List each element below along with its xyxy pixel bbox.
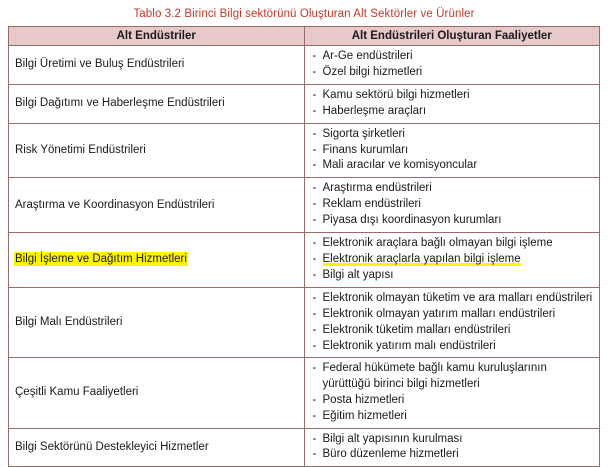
row-activities-cell <box>304 178 600 233</box>
activity-list <box>311 88 594 119</box>
activity-label: Piyasa dışı koordinasyon kurumları <box>322 214 502 227</box>
list-item <box>311 127 594 142</box>
list-item <box>311 213 594 228</box>
list-item <box>311 323 594 338</box>
activity-label: Elektronik araçlarla yapılan bilgi işleme <box>322 252 521 265</box>
list-item <box>311 252 594 267</box>
list-item <box>311 104 594 119</box>
activity-label: Ar-Ge endüstrileri <box>322 50 413 62</box>
list-item <box>311 409 594 424</box>
activity-list <box>311 432 594 463</box>
row-activities-cell <box>304 358 600 428</box>
activity-list <box>311 361 594 424</box>
list-item <box>311 291 594 306</box>
list-item <box>311 393 594 408</box>
table-row <box>9 84 600 123</box>
activity-label: Sigorta şirketleri <box>322 127 405 140</box>
list-item <box>311 158 594 173</box>
activity-list <box>311 236 594 283</box>
sub-industries-table <box>8 26 600 467</box>
table-caption: Tablo 3.2 Birinci Bilgi sektörünü Oluşturan Alt Sektörler ve Ürünler <box>133 8 475 20</box>
list-item <box>311 49 594 64</box>
row-activities-cell <box>304 46 600 85</box>
table-row <box>9 178 600 233</box>
row-activities-cell <box>304 287 600 358</box>
row-category-label: Çeşitli Kamu Faaliyetleri <box>15 386 139 399</box>
activity-list <box>311 181 594 228</box>
row-activities-cell <box>304 233 600 288</box>
row-category-cell <box>9 123 305 178</box>
row-category-label: Araştırma ve Koordinasyon Endüstrileri <box>15 198 215 211</box>
row-category-label: Risk Yönetimi Endüstrileri <box>15 143 146 156</box>
activity-label: Eğitim hizmetleri <box>322 409 407 422</box>
list-item <box>311 197 594 212</box>
activity-label: Büro düzenleme hizmetleri <box>322 448 459 461</box>
table-head <box>9 27 600 46</box>
activity-label: Elektronik araçlara bağlı olmayan bilgi işleme <box>322 237 553 250</box>
list-item <box>311 181 594 196</box>
table-row <box>9 233 600 288</box>
activity-label: Mali aracılar ve komisyoncular <box>322 159 478 172</box>
row-activities-cell <box>304 428 600 467</box>
list-item <box>311 65 594 80</box>
list-item <box>311 432 594 447</box>
row-category-cell <box>9 287 305 358</box>
row-activities-cell <box>304 123 600 178</box>
row-category-cell <box>9 46 305 85</box>
activity-label: Bilgi alt yapısı <box>322 268 394 281</box>
activity-label: Elektronik yatırım malı endüstrileri <box>322 339 496 352</box>
table-body <box>9 46 600 467</box>
column-header-activities: Alt Endüstrileri Oluşturan Faaliyetler <box>304 27 600 46</box>
table-row <box>9 46 600 85</box>
row-category-label: Bilgi İşleme ve Dağıtım Hizmetleri <box>15 253 187 266</box>
row-category-cell <box>9 233 305 288</box>
row-category-cell <box>9 84 305 123</box>
activity-list <box>311 127 594 174</box>
activity-label: Elektronik olmayan tüketim ve ara malları endüstrileri <box>322 291 593 304</box>
list-item <box>311 268 594 283</box>
list-item <box>311 236 594 251</box>
row-category-cell <box>9 178 305 233</box>
activity-label: Finans kurumları <box>322 143 409 156</box>
row-category-cell <box>9 358 305 428</box>
list-item <box>311 143 594 158</box>
list-item <box>311 361 594 392</box>
row-category-label: Bilgi Sektörünü Destekleyici Hizmetler <box>15 440 209 453</box>
column-header-sub-industries: Alt Endüstriler <box>9 27 305 46</box>
activity-label: Araştırma endüstrileri <box>322 182 432 195</box>
activity-label: Elektronik olmayan yatırım malları endüstrileri <box>322 307 556 320</box>
activity-label: Bilgi alt yapısının kurulması <box>322 432 463 445</box>
row-category-label: Bilgi Malı Endüstrileri <box>15 316 123 328</box>
activity-label: Federal hükümete bağlı kamu kuruluşlarının yürüttüğü birinci bilgi hizmetleri <box>322 362 547 390</box>
row-category-label: Bilgi Dağıtımı ve Haberleşme Endüstrileri <box>15 97 225 110</box>
table-row <box>9 123 600 178</box>
table-header-row <box>9 27 600 46</box>
activity-label: Özel bilgi hizmetleri <box>322 65 423 78</box>
list-item <box>311 88 594 103</box>
activity-label: Haberleşme araçları <box>322 104 427 117</box>
activity-label: Kamu sektörü bilgi hizmetleri <box>322 88 470 101</box>
activity-list <box>311 49 594 80</box>
activity-list <box>311 291 594 354</box>
row-category-label: Bilgi Üretimi ve Buluş Endüstrileri <box>15 58 185 71</box>
activity-label: Elektronik tüketim malları endüstrileri <box>322 323 511 336</box>
list-item <box>311 307 594 322</box>
table-row <box>9 287 600 358</box>
table-row <box>9 428 600 467</box>
table-row <box>9 358 600 428</box>
row-activities-cell <box>304 84 600 123</box>
activity-label: Reklam endüstrileri <box>322 198 421 211</box>
list-item <box>311 339 594 354</box>
activity-label: Posta hizmetleri <box>322 393 405 406</box>
row-category-cell <box>9 428 305 467</box>
